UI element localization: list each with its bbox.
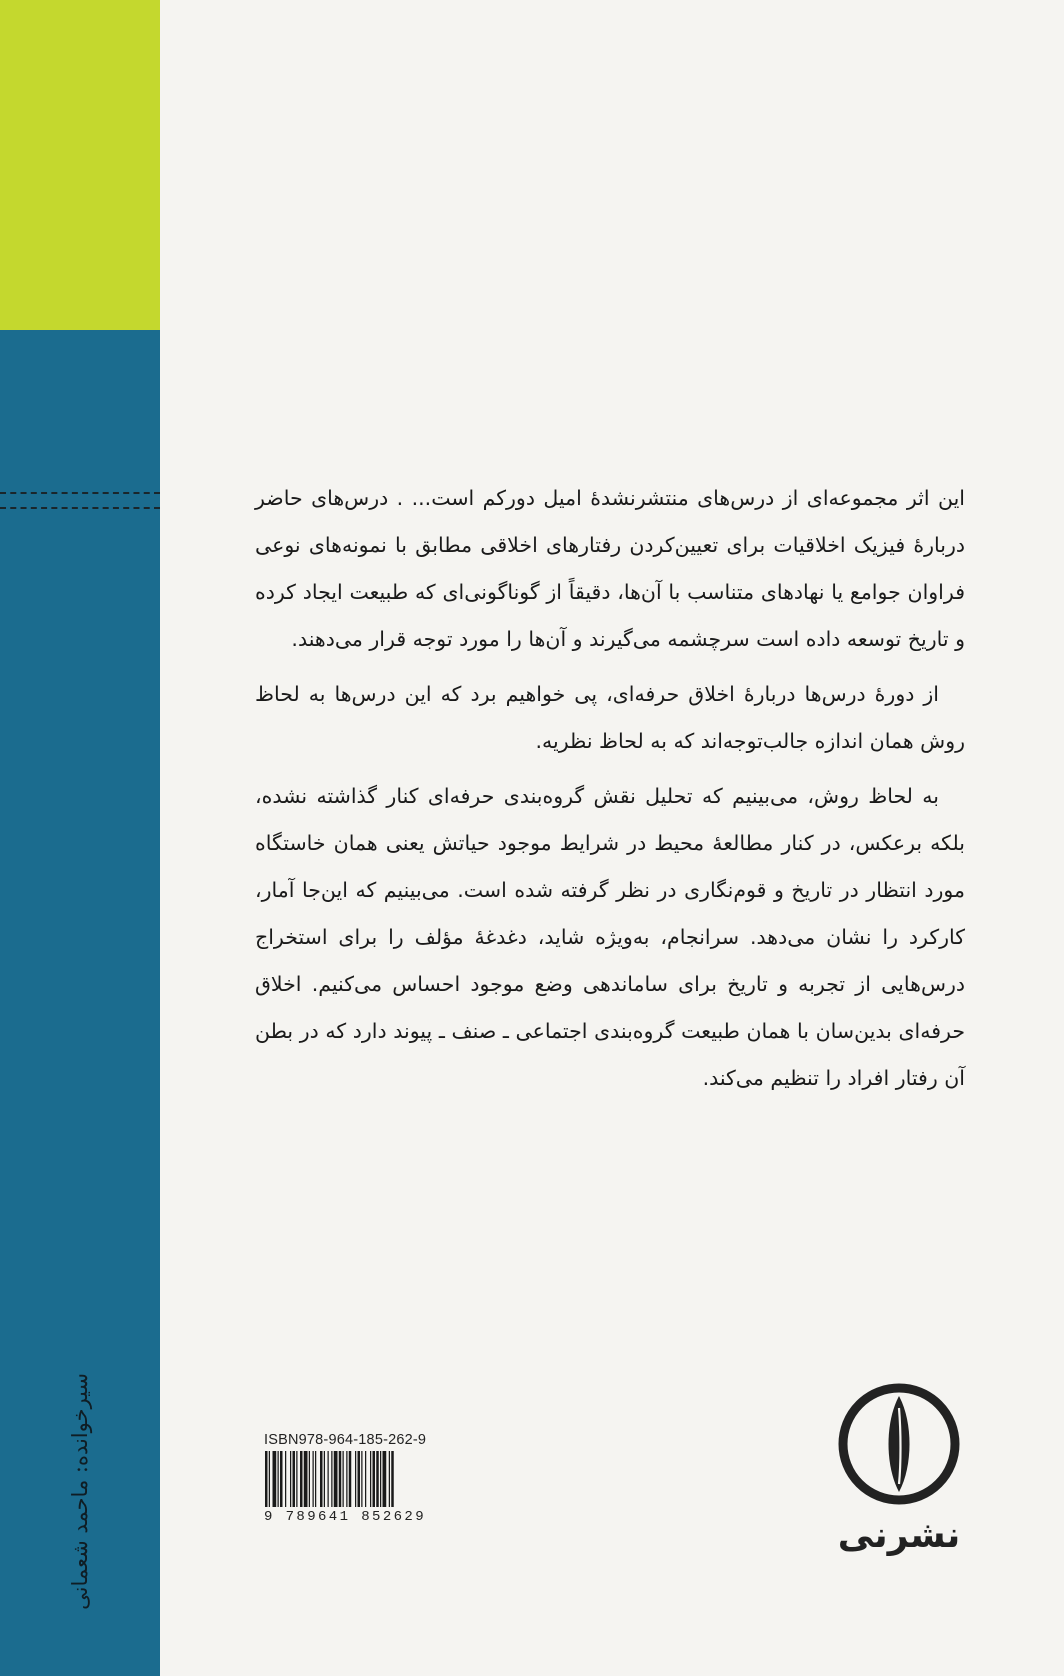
blurb-paragraph-1: این اثر مجموعه‌ای از درس‌های منتشرنشدهٔ امیل دورکم است... . درس‌های حاضر دربارهٔ فیزیک اخلاقیات برای تعیین‌کردن رفتارهای اخلاقی مطابق با نمونه‌های نوعی فراوان جوامع یا نهادهای متناسب با آن‌ها، دقیقاً از گوناگونی‌ای که طبیعت ایجاد کرده و تاریخ توسعه داده است سرچشمه می‌گیرند و آن‌ها را مورد توجه قرار می‌دهند.: [255, 486, 965, 651]
spine-top-band: [0, 0, 160, 330]
blurb-paragraph-3: به لحاظ روش، می‌بینیم که تحلیل نقش گروه‌بندی حرفه‌ای کنار گذاشته نشده، بلکه برعکس، در کنار مطالعهٔ محیط در شرایط موجود حیاتش یعنی همان خاستگاه مورد انتظار در تاریخ و قوم‌نگاری در نظر گرفته شده است. می‌بینیم که این‌جا آمار، کارکرد را نشان می‌دهد. سرانجام، به‌ویژه شاید، دغدغهٔ مؤلف را برای استخراج درس‌هایی از تجربه و تاریخ برای ساماندهی وضع موجود احساس می‌کنیم. اخلاق حرفه‌ای بدین‌سان با همان طبیعت گروه‌بندی اجتماعی ـ صنف ـ پیوند دارد که در بطن آن رفتار افراد را تنظیم می‌کند.: [255, 784, 965, 1090]
isbn-barcode-block: [264, 1432, 454, 1525]
ney-reed-circle-icon: [835, 1380, 963, 1508]
publisher-logo: [834, 1380, 964, 1558]
barcode-digits: 9 789641 852629: [264, 1509, 427, 1525]
publisher-name: نشرنی: [837, 1515, 961, 1556]
blurb-paragraph-2: از دورهٔ درس‌ها دربارهٔ اخلاق حرفه‌ای، پی خواهیم برد که این درس‌ها به لحاظ روش همان اندازه جالب‌توجه‌اند که به لحاظ نظریه.: [255, 682, 965, 753]
back-cover-blurb: [255, 475, 965, 1102]
isbn-label: ISBN978-964-185-262-9: [264, 1432, 427, 1448]
spine-dashed-line-top: [0, 492, 160, 494]
spine-credit-text: سیرخوانده: ماحمد شعمانی: [68, 1373, 92, 1610]
spine-dashed-line-bottom: [0, 507, 160, 509]
barcode-icon: [264, 1451, 450, 1507]
